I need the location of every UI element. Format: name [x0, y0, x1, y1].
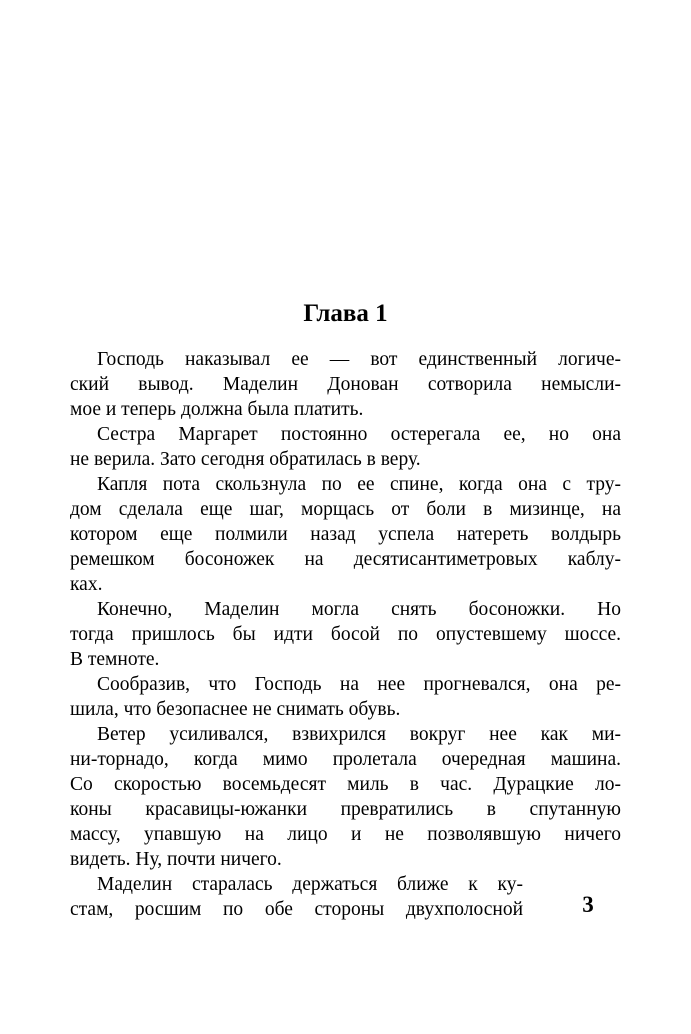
text-line: ремешком босоножек на десятисантиметровых каблу-	[70, 549, 621, 570]
text-line: котором еще полмили назад успела натереть волдырь	[70, 524, 621, 545]
text-line: тогда пришлось бы идти босой по опустевшему шоссе.	[70, 624, 621, 645]
paragraph	[70, 722, 621, 872]
text-line: Господь наказывал ее — вот единственный логиче-	[97, 349, 621, 370]
text-line: не верила. Зато сегодня обратилась в веру.	[70, 449, 421, 470]
chapter-heading: Глава 1	[303, 300, 388, 327]
text-line: Сообразив, что Господь на нее прогневался, она ре-	[97, 674, 621, 695]
text-line: видеть. Ну, почти ничего.	[70, 849, 282, 870]
text-line: ни-торнадо, когда мимо пролетала очередная машина.	[70, 749, 621, 770]
text-line: Сестра Маргарет постоянно остерегала ее, но она	[97, 424, 621, 445]
paragraph	[70, 672, 621, 722]
text-line: дом сделала еще шаг, морщась от боли в мизинце, на	[70, 499, 621, 520]
paragraph	[70, 872, 621, 922]
text-line: ках.	[70, 574, 103, 595]
text-line: Со скоростью восемьдесят миль в час. Дурацкие ло-	[70, 774, 621, 795]
text-line: стам, росшим по обе стороны двухполосной	[70, 899, 523, 920]
paragraph	[70, 422, 621, 472]
text-line: массу, упавшую на лицо и не позволявшую ничего	[70, 824, 621, 845]
page-number: 3	[582, 892, 594, 917]
text-line: мое и теперь должна была платить.	[70, 399, 364, 420]
text-block	[70, 299, 621, 922]
text-line: ский вывод. Маделин Донован сотворила немысли-	[70, 374, 621, 395]
text-line: Конечно, Маделин могла снять босоножки. Но	[97, 599, 621, 620]
text-line: коны красавицы-южанки превратились в спутанную	[70, 799, 621, 820]
text-line: Ветер усиливался, взвихрился вокруг нее как ми-	[97, 724, 621, 745]
paragraph	[70, 472, 621, 597]
text-line: Капля пота скользнула по ее спине, когда она с тру-	[97, 474, 621, 495]
text-line: шила, что безопаснее не снимать обувь.	[70, 699, 401, 720]
paragraph	[70, 597, 621, 672]
text-line: В темноте.	[70, 649, 160, 670]
paragraph	[70, 347, 621, 422]
text-line: Маделин старалась держаться ближе к ку-	[97, 874, 523, 895]
